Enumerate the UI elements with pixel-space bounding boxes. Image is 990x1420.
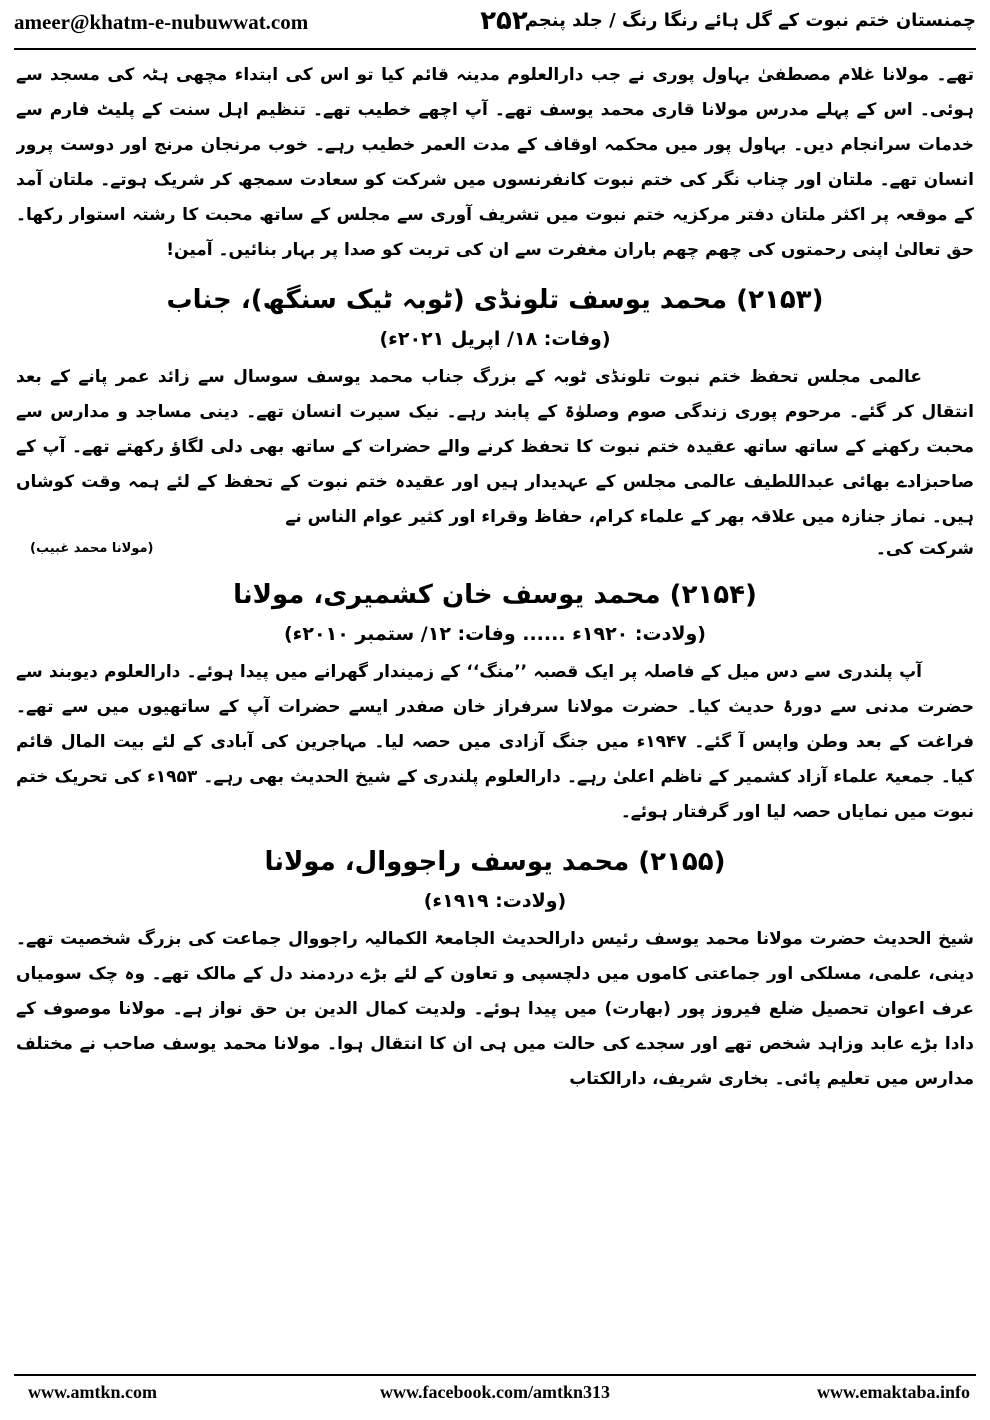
- page-body: [16, 58, 974, 1368]
- header-email[interactable]: ameer@khatm-e-nubuwwat.com: [14, 10, 309, 34]
- entry-dates-2153: (وفات: ۱۸/ اپریل ۲۰۲۱ء): [379, 328, 611, 350]
- entry-body-2153: عالمی مجلس تحفظ ختم نبوت تلونڈی ٹوبہ کے بزرگ جناب محمد یوسف سوسال سے زائد عمر پانے کے بعد انتقال کر گئے۔ مرحوم پوری زندگی صوم وصلوٰۃ کے پابند رہے۔ نیک سیرت انسان تھے۔ دینی مساجد و مدارس سے محبت رکھنے کے ساتھ ساتھ عقیدہ ختم نبوت کا تحفظ کرنے والے حضرات کے ساتھ بھی دلی لگاؤ رکھتے تھے۔ آپ کے صاحبزادے بھائی عبداللطیف عالمی مجلس کے عہدیدار ہیں اور عقیدہ ختم نبوت کے تحفظ کے لئے ہمہ وقت کوشاں ہیں۔ نماز جنازہ میں علاقہ بھر کے علماء کرام، حفاظ وقراء اور کثیر عوام الناس نے: [16, 367, 974, 527]
- entry-tail-2153: شرکت کی۔: [875, 539, 974, 559]
- footer-link-facebook[interactable]: www.facebook.com/amtkn313: [380, 1382, 610, 1402]
- page-footer: [14, 1382, 976, 1412]
- entry-body-2154: آپ پلندری سے دس میل کے فاصلہ پر ایک قصبہ ’’منگ‘‘ کے زمیندار گھرانے میں پیدا ہوئے۔ دارالعلوم دیوبند سے حضرت مدنی سے دورۂ حدیث کیا۔ حضرت مولانا سرفراز خان صفدر ایسے حضرات آپ کے ساتھیوں میں سے تھے۔ فراغت کے بعد وطن واپس آ گئے۔ ۱۹۴۷ء میں جنگ آزادی میں حصہ لیا۔ مہاجرین کی آبادی کے لئے بیت المال قائم کیا۔ جمعیۃ علماء آزاد کشمیر کے ناظم اعلیٰ رہے۔ دارالعلوم پلندری کے شیخ الحدیث بھی رہے۔ ۱۹۵۳ء کی تحریک ختم نبوت میں نمایاں حصہ لیا اور گرفتار ہوئے۔: [16, 662, 974, 822]
- page-header: [14, 4, 976, 46]
- page-number: ۲۵۲: [480, 6, 528, 36]
- author-credit: (مولانا محمد غبیب): [30, 541, 154, 556]
- entry-dates-2154: (ولادت: ۱۹۲۰ء ...... وفات: ۱۲/ ستمبر ۲۰۱۰ء): [284, 623, 706, 645]
- entry-dates-2155: (ولادت: ۱۹۱۹ء): [423, 890, 567, 912]
- entry-heading-2153: (۲۱۵۳) محمد یوسف تلونڈی (ٹوبہ ٹیک سنگھ)، جناب: [166, 285, 824, 315]
- footer-link-emaktaba[interactable]: www.emaktaba.info: [816, 1382, 970, 1402]
- entry-heading-2154: (۲۱۵۴) محمد یوسف خان کشمیری، مولانا: [233, 580, 757, 610]
- footer-link-amtkn[interactable]: www.amtkn.com: [28, 1382, 157, 1402]
- entry-body-2155: شیخ الحدیث حضرت مولانا محمد یوسف رئیس دارالحدیث الجامعۃ الکمالیہ راجووال جماعت کی بزرگ شخصیت تھے۔ دینی، علمی، مسلکی اور جماعتی کاموں میں دلچسپی و تعاون کے لئے بڑے دردمند دل کے مالک تھے۔ وہ چک سومیاں عرف اعوان تحصیل ضلع فیروز پور (بھارت) میں پیدا ہوئے۔ ولدیت کمال الدین بن حق نواز ہے۔ مولانا موصوف کے دادا بڑے عابد وزاہد شخص تھے اور سجدے کی حالت میں ہی ان کا انتقال ہوا۔ مولانا محمد یوسف صاحب نے مختلف مدارس میں تعلیم پائی۔ بخاری شریف، دارالکتاب: [16, 929, 974, 1089]
- entry-closing-row-2153: [16, 535, 974, 563]
- entry-heading-2155: (۲۱۵۵) محمد یوسف راجووال، مولانا: [264, 847, 726, 877]
- intro-paragraph: تھے۔ مولانا غلام مصطفیٰ بہاول پوری نے جب دارالعلوم مدینہ قائم کیا تو اس کی ابتداء مچھی ہٹہ کی مسجد سے ہوئی۔ اس کے پہلے مدرس مولانا قاری محمد یوسف تھے۔ آپ اچھے خطیب تھے۔ تنظیم اہل سنت کے پلیٹ فارم سے خدمات سرانجام دیں۔ بہاول پور میں محکمہ اوقاف کے مدت العمر خطیب رہے۔ خوب مرنجان مرنج اور دوست پرور انسان تھے۔ ملتان اور چناب نگر کی ختم نبوت کانفرنسوں میں شرکت کو سعادت سمجھ کر شریک ہوتے۔ ملتان آمد کے موقعہ پر اکثر ملتان دفتر مرکزیہ ختم نبوت میں تشریف آوری سے مجلس کے ساتھ محبت کا رشتہ استوار رکھا۔ حق تعالیٰ اپنی رحمتوں کی چھم چھم باران مغفرت سے ان کی تربت کو صدا پر بہار بنائیں۔ آمین!: [16, 65, 974, 260]
- footer-divider: [14, 1374, 976, 1376]
- header-divider: [14, 48, 976, 50]
- book-title: چمنستان ختم نبوت کے گل ہائے رنگا رنگ / جلد پنجم: [524, 10, 976, 31]
